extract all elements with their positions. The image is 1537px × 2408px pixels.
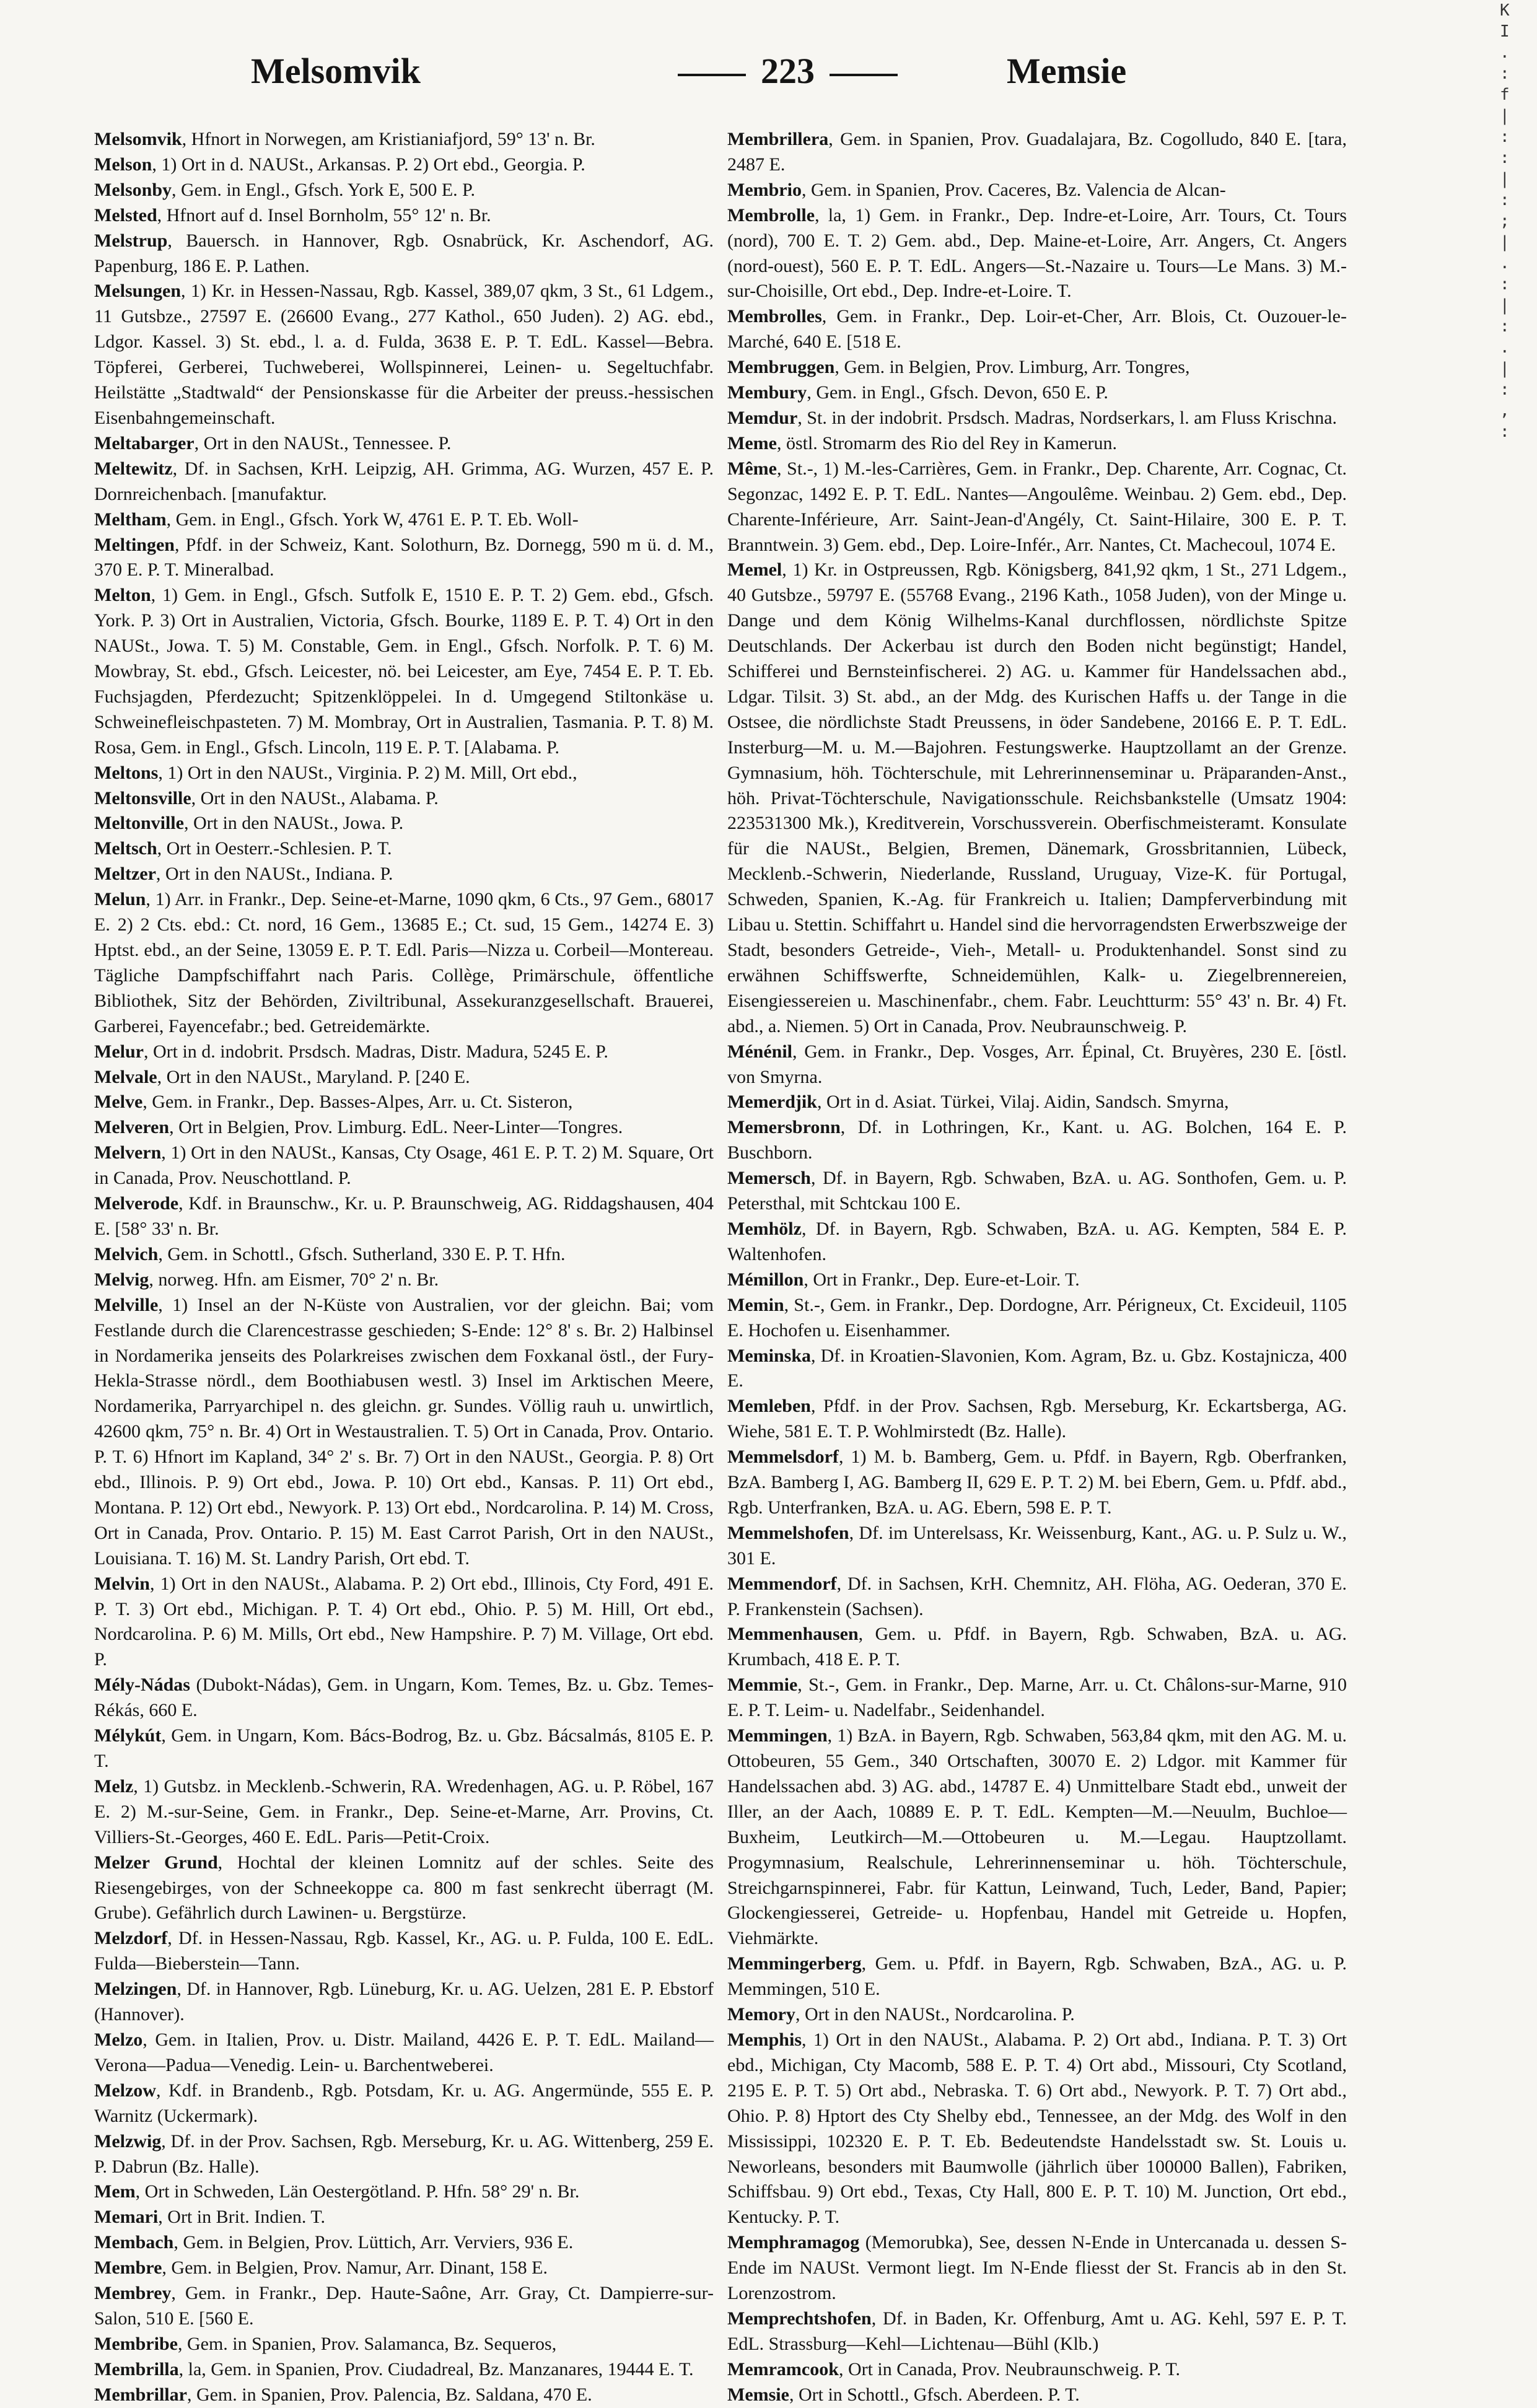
dictionary-entry: Melveren, Ort in Belgien, Prov. Limburg. EdL. Neer-Linter—Tongres. [94,1117,623,1138]
left-column [94,127,714,2405]
dictionary-entry: Melzo, Gem. in Italien, Prov. u. Distr. Mailand, 4426 E. P. T. EdL. Mailand—Verona—Padua—Venedig. Lein- u. Barchentweberei. [94,2029,714,2075]
dictionary-entry: Melsungen, 1) Kr. in Hessen-Nassau, Rgb. Kassel, 389,07 qkm, 3 St., 61 Ldgem., 11 Gutsbze., 27597 E. (26600 Evang., 277 Kathol., 650 Juden). 2) AG. ebd., Ldgor. Kassel. 3) St. ebd., l. a. d. Fulda, 3638 E. P. T. EdL. Kassel—Bebra. Töpferei, Gerberei, Tuchweberei, Wollspinnerei, Leinen- u. Segeltuchfabr. Heilstätte „Stadtwald“ der Pensionskasse für die Arbeiter der preuss.-hessischen Eisenbahngemeinschaft. [94,281,714,428]
dictionary-entry: Memmelshofen, Df. im Unterelsass, Kr. Weissenburg, Kant., AG. u. P. Sulz u. W., 301 E. [727,1522,1347,1569]
header-right-keyword: Memsie [1007,51,1127,91]
dictionary-entry: Membrilla, la, Gem. in Spanien, Prov. Ciudadreal, Bz. Manzanares, 19444 E. T. [94,2358,694,2380]
dictionary-entry: Memory, Ort in den NAUSt., Nordcarolina. P. [727,2004,1075,2025]
dictionary-entry: Memmingen, 1) BzA. in Bayern, Rgb. Schwaben, 563,84 qkm, mit den AG. M. u. Ottobeuren, 55 Gem., 340 Ortschaften, 30070 E. 2) Ldgor. mit Kammer für Handelssachen abd. 3) AG. abd., 14787 E. 4) Unmittelbare Stadt ebd., unweit der Iller, an der Aach, 10889 E. P. T. EdL. Kempten—M.—Neuulm, Buchloe—Buxheim, Leutkirch—M.—Ottobeuren u. M.—Legau. Hauptzollamt. Progymnasium, Realschule, Lehrerinnenseminar u. höh. Töchterschule, Streichgarnspinnerei, Fabr. für Kattun, Leinwand, Tuch, Leder, Band, Papier; Glockengiesserei, Getreide- u. Hopfenbau, Handel mit Getreide u. Hopfen, Viehmärkte. [727,1725,1347,1949]
dictionary-entry: Membury, Gem. in Engl., Gfsch. Devon, 650 E. P. [727,382,1108,403]
dictionary-entry: Membrolles, Gem. in Frankr., Dep. Loir-et-Cher, Arr. Blois, Ct. Ouzouer-le-Marché, 640 E. [518 E. [727,306,1347,352]
dictionary-entry: Melun, 1) Arr. in Frankr., Dep. Seine-et-Marne, 1090 qkm, 6 Cts., 97 Gem., 68017 E. 2) 2 Cts. ebd.: Ct. nord, 16 Gem., 13685 E.; Ct. sud, 15 Gem., 14274 E. 3) Hptst. ebd., an der Seine, 13059 E. P. T. Edl. Paris—Nizza u. Corbeil—Montereau. Tägliche Dampfschiffahrt nach Paris. Collège, Primärschule, öffentliche Bibliothek, Sitz der Behörden, Ziviltribunal, Assekuranzgesellschaft. Brauerei, Garberei, Fayencefabr.; bed. Getreidemärkte. [94,889,714,1036]
dictionary-entry: Melzer Grund, Hochtal der kleinen Lomnitz auf der schles. Seite des Riesengebirges, von der Schneekoppe ca. 800 m fast senkrecht überragt (M. Grube). Gefährlich durch Lawinen- u. Bergstürze. [94,1852,714,1924]
page-number-text: 223 [761,51,815,91]
dictionary-entry: Memdur, St. in der indobrit. Prsdsch. Madras, Nordserkars, l. am Fluss Krischna. [727,407,1338,428]
dictionary-entry: Melzdorf, Df. in Hessen-Nassau, Rgb. Kassel, Kr., AG. u. P. Fulda, 100 E. EdL. Fulda—Bieberstein—Tann. [94,1928,714,1974]
dictionary-entry: Memerdjik, Ort in d. Asiat. Türkei, Vilaj. Aidin, Sandsch. Smyrna, [727,1092,1229,1113]
dictionary-entry: Memprechtshofen, Df. in Baden, Kr. Offenburg, Amt u. AG. Kehl, 597 E. P. T. EdL. Strassburg—Kehl—Lichtenau—Bühl (Klb.) [727,2308,1347,2354]
dictionary-entry: Memphis, 1) Ort in den NAUSt., Alabama. P. 2) Ort abd., Indiana. P. T. 3) Ort ebd., Michigan, Cty Macomb, 588 E. P. T. 4) Ort abd., Missouri, Cty Scotland, 2195 E. P. T. 5) Ort abd., Nebraska. T. 6) Ort abd., Newyork. P. T. 7) Ort abd., Ohio. P. 8) Hptort des Cty Shelby ebd., Tennessee, an der Mdg. des Wolf in den Mississippi, 102320 E. P. T. Eb. Bedeutendste Handelsstadt sw. St. Louis u. Neworleans, besonders mit Baumwolle (jährlich über 100000 Ballen), Fabriken, Schiffsbau. 9) Ort ebd., Texas, Cty Hall, 800 E. P. T. 10) M. Junction, Ort ebd., Kentucky. P. T. [727,2029,1347,2228]
dictionary-entry: Meltingen, Pfdf. in der Schweiz, Kant. Solothurn, Bz. Dornegg, 590 m ü. d. M., 370 E. P. T. Mineralbad. [94,534,714,580]
dictionary-entry: Memmie, St.-, Gem. in Frankr., Dep. Marne, Arr. u. Ct. Châlons-sur-Marne, 910 E. P. T. Leim- u. Nadelfabr., Seidenhandel. [727,1675,1347,1721]
dictionary-entry: Melsonby, Gem. in Engl., Gfsch. York E, 500 E. P. [94,179,476,200]
dictionary-entry: Memmingerberg, Gem. u. Pfdf. in Bayern, Rgb. Schwaben, BzA., AG. u. P. Memmingen, 510 E. [727,1953,1347,2000]
dictionary-entry: Melvich, Gem. in Schottl., Gfsch. Sutherland, 330 E. P. T. Hfn. [94,1243,566,1264]
dictionary-entry: Melz, 1) Gutsbz. in Mecklenb.-Schwerin, RA. Wredenhagen, AG. u. P. Röbel, 167 E. 2) M.-sur-Seine, Gem. in Frankr., Dep. Seine-et-Marne, Arr. Provins, Ct. Villiers-St.-Georges, 460 E. EdL. Paris—Petit-Croix. [94,1775,714,1847]
header-left-keyword: Melsomvik [251,51,421,91]
dictionary-entry: Membruggen, Gem. in Belgien, Prov. Limburg, Arr. Tongres, [727,357,1190,378]
dictionary-entry: Meltewitz, Df. in Sachsen, KrH. Leipzig, AH. Grimma, AG. Wurzen, 457 E. P. Dornreichenbach. [manufaktur. [94,458,714,504]
dictionary-entry: Melvig, norweg. Hfn. am Eismer, 70° 2' n. Br. [94,1269,439,1290]
dictionary-entry: Melstrup, Bauersch. in Hannover, Rgb. Osnabrück, Kr. Aschendorf, AG. Papenburg, 186 E. P. Lathen. [94,230,714,276]
dictionary-entry: Memramcook, Ort in Canada, Prov. Neubraunschweig. P. T. [727,2358,1180,2380]
dictionary-entry: Mémillon, Ort in Frankr., Dep. Eure-et-Loir. T. [727,1269,1080,1290]
dictionary-entry: Meminska, Df. in Kroatien-Slavonien, Kom. Agram, Bz. u. Gbz. Kostajnicza, 400 E. [727,1345,1347,1391]
right-column [727,127,1347,2405]
dictionary-entry: Melsomvik, Hfnort in Norwegen, am Kristianiafjord, 59° 13' n. Br. [94,129,595,149]
dictionary-entry: Memhölz, Df. in Bayern, Rgb. Schwaben, BzA. u. AG. Kempten, 584 E. P. Waltenhofen. [727,1218,1347,1264]
dictionary-entry: Meltonsville, Ort in den NAUSt., Alabama. P. [94,787,439,808]
dictionary-entry: Meltons, 1) Ort in den NAUSt., Virginia. P. 2) M. Mill, Ort ebd., [94,762,577,783]
dictionary-entry: Melzow, Kdf. in Brandenb., Rgb. Potsdam, Kr. u. AG. Angermünde, 555 E. P. Warnitz (Uckermark). [94,2080,714,2126]
dictionary-entry: Melur, Ort in d. indobrit. Prsdsch. Madras, Distr. Madura, 5245 E. P. [94,1041,608,1062]
dictionary-entry: Mem, Ort in Schweden, Län Oestergötland. P. Hfn. 58° 29' n. Br. [94,2181,580,2202]
dictionary-entry: Memersch, Df. in Bayern, Rgb. Schwaben, BzA. u. AG. Sonthofen, Gem. u. P. Petersthal, mit Schtckau 100 E. [727,1168,1347,1214]
dictionary-entry: Melson, 1) Ort in d. NAUSt., Arkansas. P. 2) Ort ebd., Georgia. P. [94,154,585,175]
dictionary-entry: Mélykút, Gem. in Ungarn, Kom. Bács-Bodrog, Bz. u. Gbz. Bácsalmás, 8105 E. P. T. [94,1725,714,1771]
dictionary-entry: Memsie, Ort in Schottl., Gfsch. Aberdeen. P. T. [727,2384,1080,2405]
dictionary-entry: Membrio, Gem. in Spanien, Prov. Caceres, Bz. Valencia de Alcan- [727,179,1226,200]
dictionary-entry: Melzwig, Df. in der Prov. Sachsen, Rgb. Merseburg, Kr. u. AG. Wittenberg, 259 E. P. Dabrun (Bz. Halle). [94,2130,714,2177]
dictionary-entry: Melve, Gem. in Frankr., Dep. Basses-Alpes, Arr. u. Ct. Sisteron, [94,1092,573,1113]
dictionary-entry: Melvin, 1) Ort in den NAUSt., Alabama. P. 2) Ort ebd., Illinois, Cty Ford, 491 E. P. T. 3) Ort ebd., Michigan. P. T. 4) Ort ebd., Ohio. P. 5) M. Hill, Ort ebd., Nordcarolina. P. 6) M. Mills, Ort ebd., New Hampshire. P. 7) M. Village, Ort ebd. P. [94,1573,714,1670]
dictionary-entry: Memmenhausen, Gem. u. Pfdf. in Bayern, Rgb. Schwaben, BzA. u. AG. Krumbach, 418 E. P. T. [727,1624,1347,1670]
dictionary-entry: Meltzer, Ort in den NAUSt., Indiana. P. [94,864,393,885]
dictionary-entry: Melsted, Hfnort auf d. Insel Bornholm, 55° 12' n. Br. [94,204,491,225]
dictionary-entry: Meltham, Gem. in Engl., Gfsch. York W, 4761 E. P. T. Eb. Woll- [94,509,579,530]
dictionary-entry: Meltsch, Ort in Oesterr.-Schlesien. P. T. [94,838,392,859]
dictionary-entry: Melvale, Ort in den NAUSt., Maryland. P. [240 E. [94,1066,470,1087]
dictionary-entry: Memphramagog (Memorubka), See, dessen N-Ende in Untercanada u. dessen S-Ende im NAUSt. Vermont liegt. Im N-Ende fliesst der St. Francis ab in den St. Lorenzostrom. [727,2232,1347,2304]
dictionary-entry: Ménénil, Gem. in Frankr., Dep. Vosges, Arr. Épinal, Ct. Bruyères, 230 E. [östl. von Smyrna. [727,1041,1347,1087]
dictionary-entry: Melton, 1) Gem. in Engl., Gfsch. Sutfolk E, 1510 E. P. T. 2) Gem. ebd., Gfsch. York. P. 3) Ort in Australien, Victoria, Gfsch. Bourke, 1189 E. P. T. 4) Ort in den NAUSt., Jowa. T. 5) M. Constable, Gem. in Engl., Gfsch. Norfolk. P. T. 6) M. Mowbray, St. ebd., Gfsch. Leicester, nö. bei Leicester, am Eye, 7454 E. P. T. Eb. Fuchsjagden, Pferdezucht; Spitzenklöppelei. In d. Umgegend Stiltonkäse u. Schweinefleischpasteten. 7) M. Mombray, Ort in Australien, Tasmania. P. T. 8) M. Rosa, Gem. in Engl., Gfsch. Lincoln, 119 E. P. T. [Alabama. P. [94,585,714,758]
dictionary-entry: Meltabarger, Ort in den NAUSt., Tennessee. P. [94,432,452,453]
dictionary-entry: Mély-Nádas (Dubokt-Nádas), Gem. in Ungarn, Kom. Temes, Bz. u. Gbz. Temes-Rékás, 660 E. [94,1675,714,1721]
dictionary-entry: Memin, St.-, Gem. in Frankr., Dep. Dordogne, Arr. Périgneux, Ct. Excideuil, 1105 E. Hochofen u. Eisenhammer. [727,1294,1347,1341]
dictionary-entry: Memari, Ort in Brit. Indien. T. [94,2207,325,2228]
dictionary-entry: Meltonville, Ort in den NAUSt., Jowa. P. [94,813,404,834]
scan-edge-marks: K I . : f | : : | : ; | . : | : . | : , : [1500,1,1510,441]
dictionary-entry: Memleben, Pfdf. in der Prov. Sachsen, Rgb. Merseburg, Kr. Eckartsberga, AG. Wiehe, 581 E. T. P. Wohlmirstedt (Bz. Halle). [727,1396,1347,1442]
dictionary-entry: Membrillar, Gem. in Spanien, Prov. Palencia, Bz. Saldana, 470 E. [94,2384,592,2405]
dictionary-entry: Même, St.-, 1) M.-les-Carrières, Gem. in Frankr., Dep. Charente, Arr. Cognac, Ct. Segonzac, 1492 E. P. T. EdL. Nantes—Angoulême. Weinbau. 2) Gem. ebd., Dep. Charente-Inférieure, Arr. Saint-Jean-d'Angély, Ct. Saint-Hilaire, 300 E. P. T. Branntwein. 3) Gem. ebd., Dep. Loire-Infér., Arr. Nantes, Ct. Machecoul, 1074 E. [727,458,1347,555]
dictionary-entry: Melverode, Kdf. in Braunschw., Kr. u. P. Braunschweig, AG. Riddagshausen, 404 E. [58° 33' n. Br. [94,1193,714,1239]
dictionary-entry: Melville, 1) Insel an der N-Küste von Australien, vor der gleichn. Bai; vom Festlande durch die Clarencestrasse geschieden; S-Ende: 12° 8' s. Br. 2) Halbinsel in Nordamerika jenseits des Polarkreises zwischen dem Foxkanal östl., der Fury-Hekla-Strasse nördl., dem Boothiabusen westl. 3) Insel im Arktischen Meere, Nordamerika, Parryarchipel n. des gleichn. gr. Sundes. Völlig rauh u. unwirtlich, 42600 qkm, 75° n. Br. 4) Ort in Westaustralien. T. 5) Ort in Canada, Prov. Ontario. P. T. 6) Hfnort im Kapland, 34° 2' s. Br. 7) Ort in den NAUSt., Georgia. P. 8) Ort ebd., Illinois. P. 9) Ort ebd., Jowa. P. 10) Ort ebd., Kansas. P. 11) Ort ebd., Montana. P. 12) Ort ebd., Newyork. P. 13) Ort ebd., Nordcarolina. P. 14) M. Cross, Ort in Canada, Prov. Ontario. P. 15) M. East Carrot Parish, Ort in den NAUSt., Louisiana. T. 16) M. St. Landry Parish, Ort ebd. T. [94,1294,714,1569]
page-header [155,37,1394,112]
dictionary-entry: Memel, 1) Kr. in Ostpreussen, Rgb. Königsberg, 841,92 qkm, 1 St., 271 Ldgem., 40 Gutsbze., 59797 E. (55768 Evang., 2196 Kath., 1058 Juden), von der Minge u. Dange und dem König Wilhelms-Kanal durchflossen, nördlichste Spitze Deutschlands. Der Ackerbau ist durch den Boden nicht begünstigt; Handel, Schifferei und Bernsteinfischerei. 2) AG. u. Kammer für Handelssachen abd., Ldgar. Tilsit. 3) St. abd., an der Mdg. des Kurischen Haffs u. der Tange in die Ostsee, die nördlichste Stadt Preussens, in öder Sandebene, 20166 E. P. T. EdL. Insterburg—M. u. M.—Bajohren. Festungswerke. Hauptzollamt an der Grenze. Gymnasium, höh. Töchterschule, mit Lehrerinnenseminar u. Präparanden-Anst., höh. Privat-Töchterschule, Navigationsschule. Reichsbankstelle (Umsatz 1904: 223531300 Mk.), Kreditverein, Vorschussverein. Oberfischmeisteramt. Konsulate für die NAUSt., Belgien, Bremen, Dänemark, Grossbritannien, Lübeck, Mecklenb.-Schwerin, Niederlande, Russland, Uruguay, Vize-K. für Portugal, Schweden, Spanien, K.-Ag. für Frankreich u. Italien; Dampferverbindung mit Libau u. Stettin. Schiffahrt u. Handel sind die hervorragendsten Erwerbszweige der Stadt, besonders Getreide-, Vieh-, Metall- u. Produktenhandel. Sonst sind zu erwähnen Schiffswerfte, Schneidemühlen, Kalk- u. Ziegelbrennereien, Eisengiessereien u. Maschinenfabr., chem. Fabr. Leuchtturm: 55° 43' n. Br. 4) Ft. abd., a. Niemen. 5) Ort in Canada, Prov. Neubraunschweig. P. [727,559,1347,1036]
dictionary-entry: Membach, Gem. in Belgien, Prov. Lüttich, Arr. Verviers, 936 E. [94,2232,574,2253]
text-columns [94,127,1347,2405]
dictionary-entry: Memmendorf, Df. in Sachsen, KrH. Chemnitz, AH. Flöha, AG. Oederan, 370 E. P. Frankenstein (Sachsen). [727,1573,1347,1619]
dictionary-entry: Melzingen, Df. in Hannover, Rgb. Lüneburg, Kr. u. AG. Uelzen, 281 E. P. Ebstorf (Hannover). [94,1979,714,2025]
page-number [663,37,886,105]
dictionary-entry: Meme, östl. Stromarm des Rio del Rey in Kamerun. [727,432,1118,453]
dictionary-entry: Membrolle, la, 1) Gem. in Frankr., Dep. Indre-et-Loire, Arr. Tours, Ct. Tours (nord), 700 E. T. 2) Gem. abd., Dep. Maine-et-Loire, Arr. Angers, Ct. Angers (nord-ouest), 560 E. P. T. EdL. Angers—St.-Nazaire u. Tours—Le Mans. 3) M.-sur-Choisille, Ort ebd., Dep. Indre-et-Loire. T. [727,204,1347,302]
dictionary-entry: Memmelsdorf, 1) M. b. Bamberg, Gem. u. Pfdf. in Bayern, Rgb. Oberfranken, BzA. Bamberg I, AG. Bamberg II, 629 E. P. T. 2) M. bei Ebern, Gem. u. Pfdf. abd., Rgb. Unterfranken, BzA. u. AG. Ebern, 598 E. P. T. [727,1447,1347,1518]
dictionary-entry: Membrillera, Gem. in Spanien, Prov. Guadalajara, Bz. Cogolludo, 840 E. [tara, 2487 E. [727,129,1347,175]
dictionary-entry: Membre, Gem. in Belgien, Prov. Namur, Arr. Dinant, 158 E. [94,2257,548,2279]
dictionary-entry: Memersbronn, Df. in Lothringen, Kr., Kant. u. AG. Bolchen, 164 E. P. Buschborn. [727,1117,1347,1163]
dictionary-entry: Membrey, Gem. in Frankr., Dep. Haute-Saône, Arr. Gray, Ct. Dampierre-sur-Salon, 510 E. [560 E. [94,2283,714,2329]
dictionary-entry: Membribe, Gem. in Spanien, Prov. Salamanca, Bz. Sequeros, [94,2333,557,2354]
dictionary-entry: Melvern, 1) Ort in den NAUSt., Kansas, Cty Osage, 461 E. P. T. 2) M. Square, Ort in Canada, Prov. Neuschottland. P. [94,1142,714,1189]
